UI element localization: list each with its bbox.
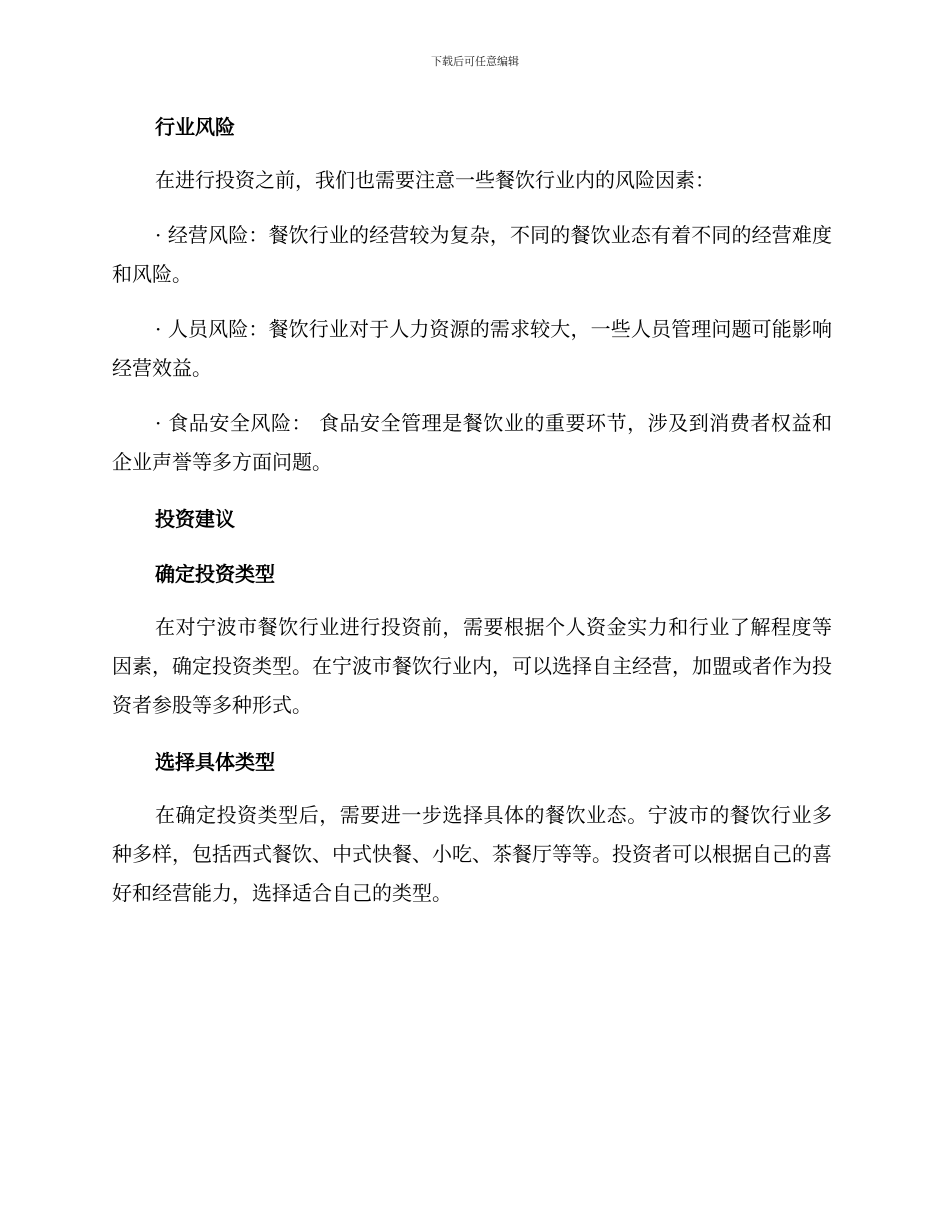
section-heading-industry-risk: 行业风险 [155,115,235,139]
paragraph-specific-type: 在确定投资类型后，需要进一步选择具体的餐饮业态。宁波市的餐饮行业多种多样，包括西式餐饮、中式快餐、小吃、茶餐厅等等。投资者可以根据自己的喜好和经营能力，选择适合自己的类型。 [112,803,832,905]
bullet-food-safety-risk: · 食品安全风险： 食品安全管理是餐饮业的重要环节，涉及到消费者权益和企业声誉等多方面问题。 [112,411,832,474]
document-body [112,109,832,913]
bullet-operation-risk: · 经营风险：餐饮行业的经营较为复杂，不同的餐饮业态有着不同的经营难度和风险。 [112,223,832,286]
subheading-determine-investment-type: 确定投资类型 [155,562,275,586]
subheading-choose-specific-type: 选择具体类型 [155,750,275,774]
paragraph-investment-type: 在对宁波市餐饮行业进行投资前，需要根据个人资金实力和行业了解程度等因素，确定投资类型。在宁波市餐饮行业内，可以选择自主经营，加盟或者作为投资者参股等多种形式。 [112,615,832,717]
section-heading-investment-advice: 投资建议 [155,507,235,531]
paragraph-risk-intro: 在进行投资之前，我们也需要注意一些餐饮行业内的风险因素： [155,168,715,192]
bullet-staff-risk: · 人员风险：餐饮行业对于人力资源的需求较大，一些人员管理问题可能影响经营效益。 [112,317,832,380]
page-header: 下载后可任意编辑 [431,55,519,68]
